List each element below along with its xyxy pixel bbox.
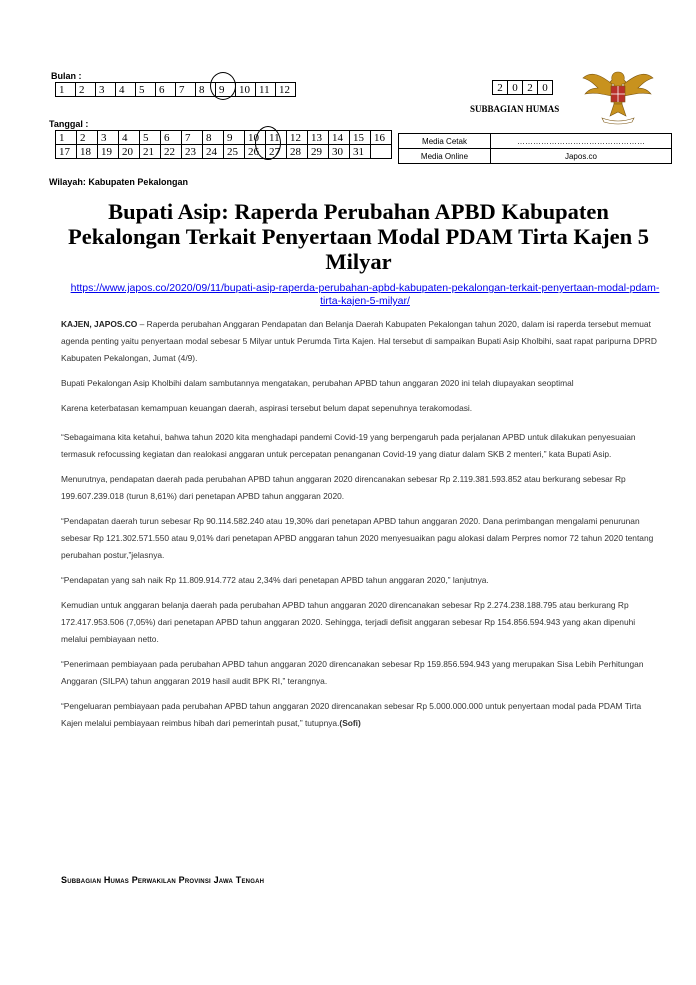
body-paragraph: “Pendapatan daerah turun sebesar Rp 90.114.582.240 atau 19,30% dari penetapan APBD tahun anggaran 2020. Dana perimbangan mengalami penurunan sebesar Rp 121.302.571.550 atau 9,01% dari penetapan APBD anggaran tahun 2020 menyesuaikan pagu alokasi dalam Perpres nomor 72 tahun 2020 tentang perubahan postur,”jelasnya. [61,516,654,560]
tanggal-cell: 6 [161,131,182,145]
article-title-block [66,199,651,274]
footer-text: Subbagian Humas Perwakilan Provinsi Jawa Tengah [61,875,265,885]
tanggal-cell: 5 [140,131,161,145]
year-digit: 2 [493,81,508,95]
subbagian-label: SUBBAGIAN HUMAS [470,104,560,114]
tanggal-cell: 19 [98,145,119,159]
tanggal-cell: 31 [350,145,371,159]
tanggal-cell: 3 [98,131,119,145]
tanggal-table [55,130,392,159]
media-table [398,133,672,164]
bulan-table [55,82,296,97]
tanggal-cell: 22 [161,145,182,159]
tanggal-cell [371,145,392,159]
bulan-label: Bulan : [51,71,82,81]
year-digit: 2 [523,81,538,95]
bulan-cell: 2 [76,83,96,97]
tanggal-cell: 4 [119,131,140,145]
bulan-cell: 6 [156,83,176,97]
year-table [492,80,553,95]
tanggal-cell: 10 [245,131,266,145]
bulan-cell: 5 [136,83,156,97]
tanggal-cell: 17 [56,145,77,159]
body-paragraph: “Pendapatan yang sah naik Rp 11.809.914.772 atau 2,34% dari penetapan APBD tahun anggaran 2020,” lanjutnya. [61,575,489,585]
tanggal-label: Tanggal : [49,119,89,129]
body-paragraph: Karena keterbatasan kemampuan keuangan daerah, aspirasi tersebut belum dapat sepenuhnya terakomodasi. [61,403,473,413]
bulan-cell: 8 [196,83,216,97]
bulan-cell: 3 [96,83,116,97]
tanggal-cell: 13 [308,131,329,145]
tanggal-cell: 15 [350,131,371,145]
tanggal-cell: 24 [203,145,224,159]
tanggal-cell: 16 [371,131,392,145]
tanggal-cell: 27 [266,145,287,159]
tanggal-cell: 9 [224,131,245,145]
article-body [61,316,661,740]
closing-text: “Pengeluaran pembiayaan pada perubahan APBD tahun anggaran 2020 direncanakan sebesar Rp 5.000.000.000 untuk penyertaan modal pada PDAM Tirta Kajen melalui pembiayaan reimbus hibah dari pemerintah pusat,” tutupnya. [61,701,642,728]
tanggal-cell: 21 [140,145,161,159]
media-cetak-value: ………………………………………… [491,134,672,149]
tanggal-cell: 11 [266,131,287,145]
closing-paragraph [61,698,661,732]
garuda-emblem-icon [580,64,656,126]
tanggal-cell: 20 [119,145,140,159]
body-paragraph: “Penerimaan pembiayaan pada perubahan APBD tahun anggaran 2020 direncanakan sebesar Rp 159.856.594.943 yang merupakan Sisa Lebih Perhitungan Anggaran (SILPA) tahun anggaran 2019 hasil audit BPK RI,” terangnya. [61,659,644,686]
bulan-cell: 9 [216,83,236,97]
bulan-selection-circle [210,72,236,100]
tanggal-cell: 28 [287,145,308,159]
tanggal-cell: 29 [308,145,329,159]
media-online-label: Media Online [399,149,491,164]
tanggal-cell: 2 [77,131,98,145]
bulan-cell: 11 [256,83,276,97]
media-cetak-label: Media Cetak [399,134,491,149]
media-online-value: Japos.co [491,149,672,164]
tanggal-cell: 7 [182,131,203,145]
body-paragraph: Bupati Pekalongan Asip Kholbihi dalam sambutannya mengatakan, perubahan APBD tahun anggaran 2020 ini telah diupayakan seoptimal [61,378,574,388]
lead-text: – Raperda perubahan Anggaran Pendapatan dan Belanja Daerah Kabupaten Pekalongan tahun 2020, dalam isi raperda tersebut memuat agenda penting yaitu penyertaan modal sebesar 5 Milyar untuk Perumda Tirta Kajen. Hal tersebut di sampaikan Bupati Asip Kholbihi, saat rapat paripurna DPRD Kabupaten Pekalongan, Jumat (4/9). [61,319,657,363]
tanggal-cell: 25 [224,145,245,159]
body-paragraph: Kemudian untuk anggaran belanja daerah pada perubahan APBD tahun anggaran 2020 direncanakan sebesar Rp 2.274.238.188.795 atau berkurang Rp 172.417.953.506 (7,05%) dari penetapan APBD tahun anggaran 2020. Sehingga, terjadi defisit anggaran sebesar Rp 154.856.594.943 yang akan dipenuhi melalui pembiayaan netto. [61,600,636,644]
article-title: Bupati Asip: Raperda Perubahan APBD Kabupaten Pekalongan Terkait Penyertaan Modal PDAM Tirta Kajen 5 Milyar [67,199,650,274]
lead-paragraph [61,316,661,367]
body-paragraph: Menurutnya, pendapatan daerah pada perubahan APBD tahun anggaran 2020 direncanakan sebesar Rp 2.119.381.593.852 atau berkurang sebesar Rp 199.607.239.018 (turun 8,61%) dari penetapan APBD tahun anggaran 2020. [61,474,626,501]
year-digit: 0 [538,81,553,95]
bulan-cell: 10 [236,83,256,97]
bulan-cell: 4 [116,83,136,97]
tanggal-cell: 23 [182,145,203,159]
wilayah-label: Wilayah: Kabupaten Pekalongan [49,177,188,187]
dateline: KAJEN, JAPOS.CO [61,319,138,329]
bulan-cell: 1 [56,83,76,97]
author: (Sofi) [339,718,361,728]
tanggal-cell: 30 [329,145,350,159]
body-paragraph: “Sebagaimana kita ketahui, bahwa tahun 2020 kita menghadapi pandemi Covid-19 yang berpengaruh pada perjalanan APBD untuk dilakukan penyesuaian termasuk refocussing kegiatan dan realokasi anggaran untuk percepatan penanganan Covid-19 yang diatur dalam SKB 2 menteri,” kata Bupati Asip. [61,432,636,459]
tanggal-cell: 8 [203,131,224,145]
tanggal-cell: 26 [245,145,266,159]
bulan-cell: 7 [176,83,196,97]
tanggal-cell: 1 [56,131,77,145]
tanggal-cell: 18 [77,145,98,159]
tanggal-cell: 14 [329,131,350,145]
year-digit: 0 [508,81,523,95]
article-url-link[interactable]: https://www.japos.co/2020/09/11/bupati-asip-raperda-perubahan-apbd-kabupaten-pekalongan-terkait-penyertaan-modal-pdam-tirta-kajen-5-milyar/ [70,282,660,307]
tanggal-cell: 12 [287,131,308,145]
bulan-cell: 12 [276,83,296,97]
tanggal-selection-circle [255,126,281,160]
